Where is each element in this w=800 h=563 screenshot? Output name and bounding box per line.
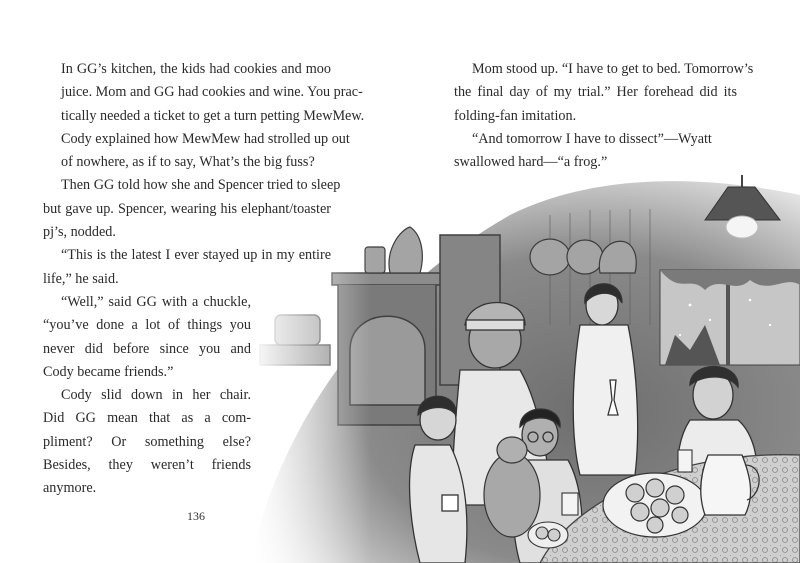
text-line: “This is the latest I ever stayed up in my entire (61, 247, 331, 264)
text-line: Cody explained how MewMew had strolled up out (61, 130, 350, 147)
page-number: 136 (187, 509, 205, 523)
text-line: but gave up. Spencer, wearing his elephant/toaster (43, 200, 331, 217)
text-line: “And tomorrow I have to dissect”—Wyatt (472, 130, 712, 147)
text-line: Then GG told how she and Spencer tried to sleep (61, 177, 341, 194)
text-line: In GG’s kitchen, the kids had cookies and moo (61, 61, 331, 77)
paragraph (43, 174, 341, 244)
text-line: juice. Mom and GG had cookies and wine. You prac- (61, 84, 363, 101)
paragraph (43, 384, 251, 500)
text-line: life,” he said. (43, 270, 119, 287)
paragraph (43, 244, 331, 291)
paragraph (43, 58, 365, 174)
text-line: never did before since you and (43, 340, 251, 357)
kitchen-illustration (250, 175, 800, 563)
text-line: Mom stood up. “I have to get to bed. Tomorrow’s (472, 61, 754, 77)
text-line: Did GG mean that as a com- (43, 410, 251, 427)
text-line: Besides, they weren’t friends (43, 457, 251, 474)
right-page-text (454, 58, 754, 174)
text-line: folding-fan imitation. (454, 107, 577, 124)
paragraph (43, 291, 251, 384)
text-line: “you’ve done a lot of things you (43, 317, 251, 334)
text-line: pj’s, nodded. (43, 224, 116, 241)
text-line: of nowhere, as if to say, What’s the big fuss? (61, 154, 315, 171)
text-line: “Well,” said GG with a chuckle, (61, 293, 251, 310)
left-page-text (43, 58, 365, 501)
text-line: swallowed hard—“a frog.” (454, 154, 608, 171)
text-line: pliment? Or something else? (43, 433, 251, 450)
text-line: anymore. (43, 480, 97, 497)
text-line: tically needed a ticket to get a turn petting MewMew. (61, 107, 365, 124)
paragraph (454, 128, 737, 175)
paragraph (454, 58, 754, 128)
text-line: the final day of my trial.” Her forehead did its (454, 84, 737, 101)
text-line: Cody became friends.” (43, 363, 174, 380)
text-line: Cody slid down in her chair. (61, 387, 251, 404)
